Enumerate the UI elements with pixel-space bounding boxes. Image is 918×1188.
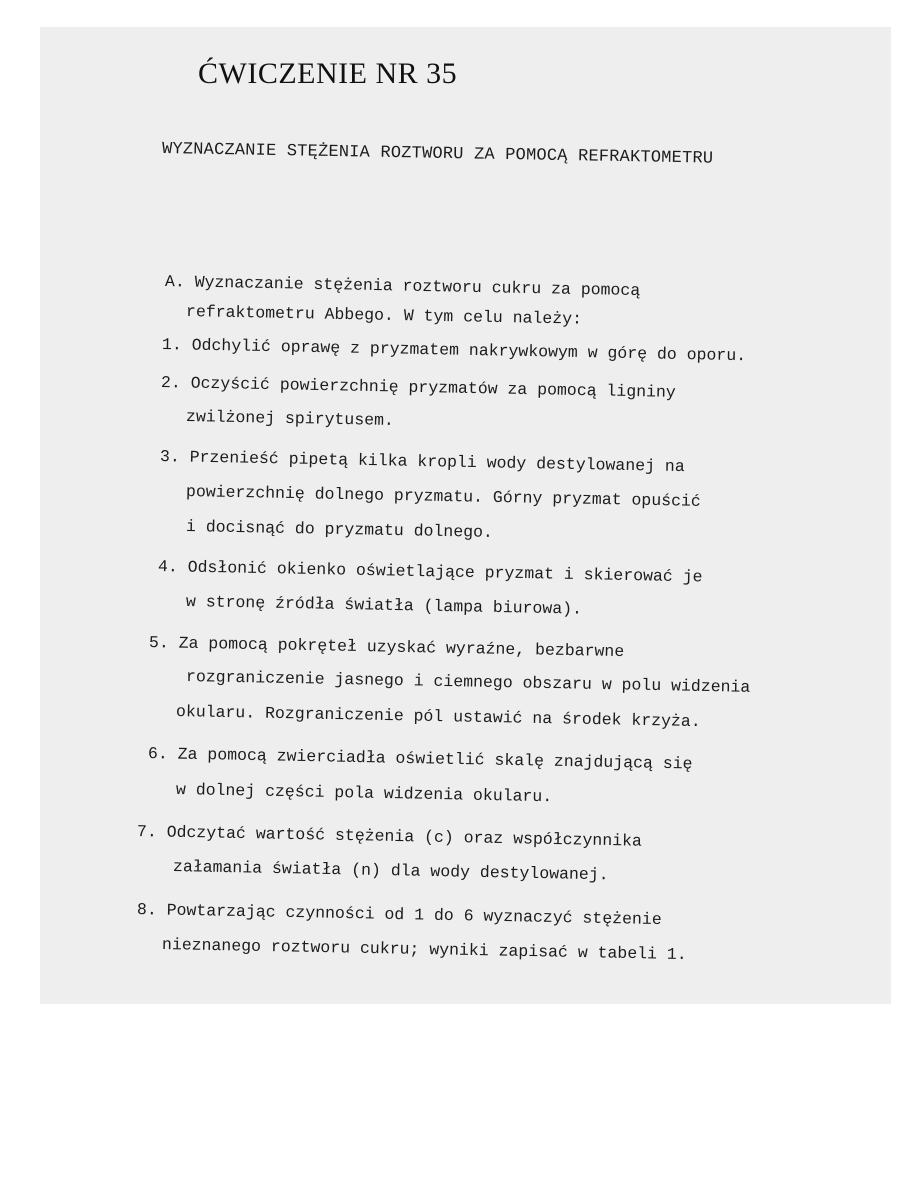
scanned-page bbox=[40, 27, 891, 1004]
text-line: rozgraniczenie jasnego i ciemnego obszaru w polu widzenia bbox=[185, 667, 751, 697]
text-line: 1. Odchylić oprawę z pryzmatem nakrywkowym w górę do oporu. bbox=[161, 335, 747, 366]
text-line: 3. Przenieść pipetą kilka kropli wody destylowanej na bbox=[159, 447, 685, 477]
text-line: 5. Za pomocą pokręteł uzyskać wyraźne, bezbarwne bbox=[148, 633, 625, 662]
exercise-subtitle: WYZNACZANIE STĘŻENIA ROZTWORU ZA POMOCĄ REFRAKTOMETRU bbox=[161, 140, 714, 169]
text-line: powierzchnię dolnego pryzmatu. Górny pryzmat opuścić bbox=[185, 482, 701, 511]
text-line: i docisnąć do pryzmatu dolnego. bbox=[185, 517, 494, 542]
text-line: 6. Za pomocą zwierciadła oświetlić skalę znajdującą się bbox=[147, 744, 693, 774]
text-line: nieznanego roztworu cukru; wyniki zapisać w tabeli 1. bbox=[161, 935, 687, 965]
text-line: refraktometru Abbego. W tym celu należy: bbox=[185, 302, 583, 329]
text-line: w stronę źródła światła (lampa biurowa). bbox=[185, 592, 583, 619]
text-line: A. Wyznaczanie stężenia roztworu cukru za pomocą bbox=[164, 272, 641, 301]
exercise-title: ĆWICZENIE NR 35 bbox=[198, 57, 458, 90]
text-line: okularu. Rozgraniczenie pól ustawić na środek krzyża. bbox=[175, 702, 701, 732]
text-line: zwilżonej spirytusem. bbox=[185, 407, 395, 430]
text-line: 7. Odczytać wartość stężenia (c) oraz współczynnika bbox=[136, 822, 643, 851]
text-line: w dolnej części pola widzenia okularu. bbox=[175, 780, 553, 807]
text-line: 8. Powtarzając czynności od 1 do 6 wyznaczyć stężenie bbox=[136, 900, 662, 930]
text-line: 2. Oczyścić powierzchnię pryzmatów za pomocą ligniny bbox=[160, 373, 676, 402]
text-line: załamania światła (n) dla wody destylowanej. bbox=[172, 857, 609, 885]
text-line: 4. Odsłonić okienko oświetlające pryzmat i skierować je bbox=[157, 557, 703, 587]
